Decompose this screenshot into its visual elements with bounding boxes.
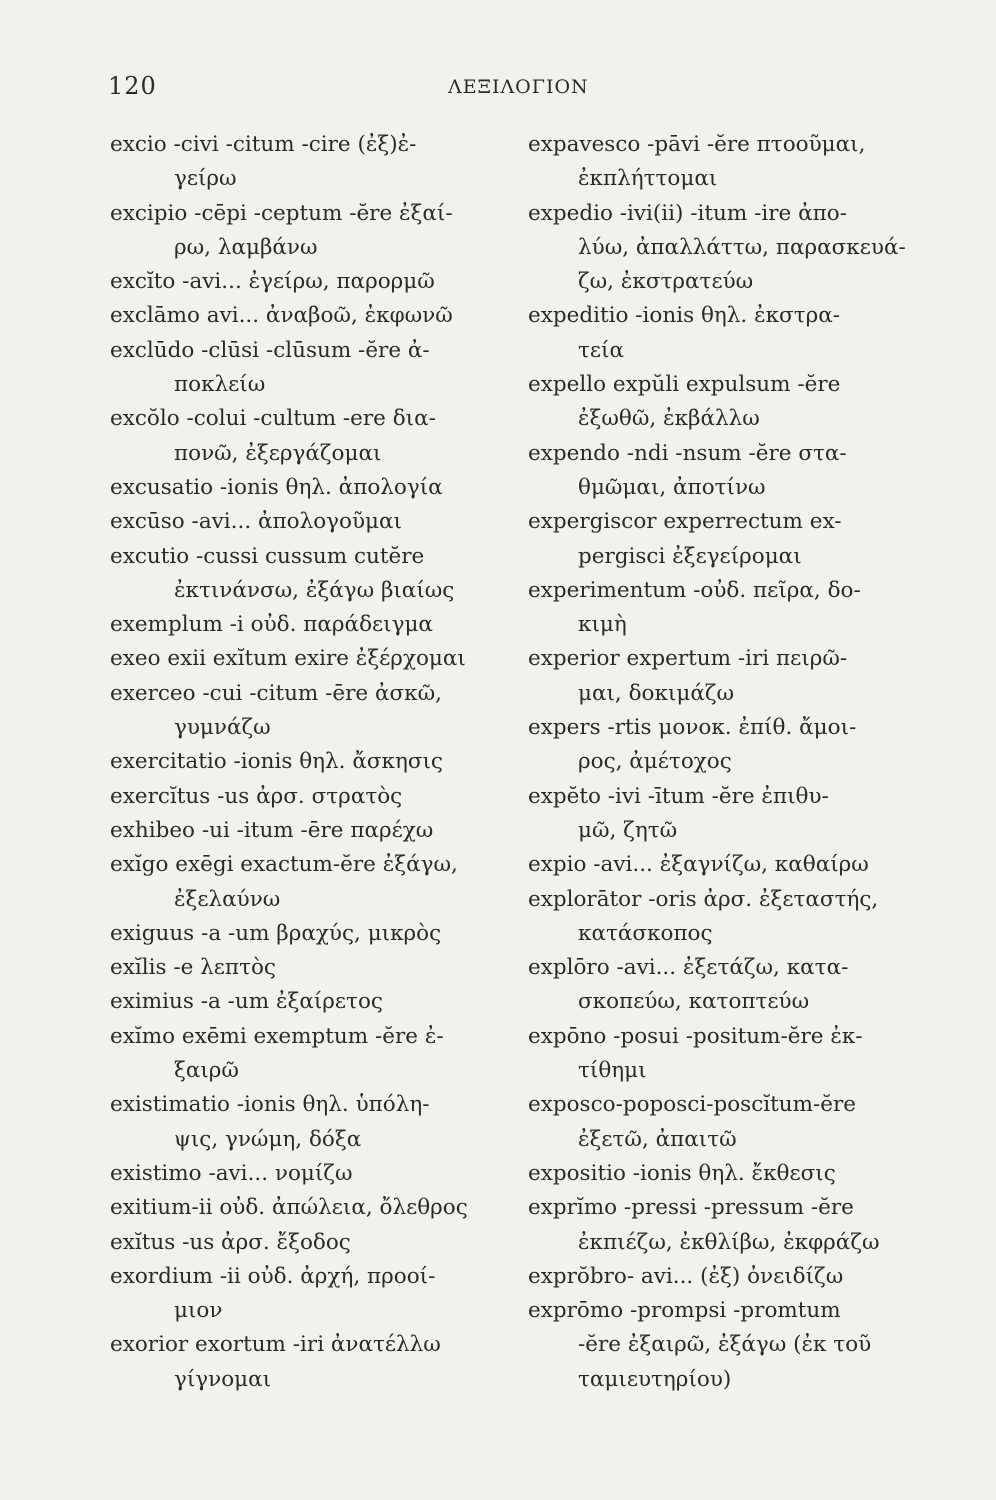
entry-line: exclāmo avi... ἀναβοῶ, ἐκφωνῶ [110,303,453,329]
entry-line: expello expŭli expulsum -ĕre [528,372,841,398]
entry-line: exhibeo -ui -itum -ēre παρέχω [110,817,434,843]
entry-line: excutio -cussi cussum cutĕre [110,543,425,569]
left-column [110,128,520,1397]
entry-line: excipio -cēpi -ceptum -ĕre ἐξαί- [110,200,453,226]
entry-line: exerceo -cui -citum -ēre ἀσκῶ, [110,680,442,706]
entry-line: expeditio -ionis θηλ. ἐκστρα- [528,303,841,329]
entry-continuation-line: ξαιρῶ [174,1058,239,1084]
entry-line: explorātor -oris ἀρσ. ἐξεταστής, [528,886,879,912]
entry-continuation-line: ταμιευτηρίου) [578,1366,732,1392]
entry-line: exĭlis -e λεπτὸς [110,955,276,981]
entry-line: exitium-ii οὐδ. ἀπώλεια, ὄλεθρος [110,1195,468,1221]
entry-continuation-line: pergisci ἐξεγείρομαι [578,543,802,569]
entry-line: excĭto -avi... ἐγείρω, παρορμῶ [110,269,435,295]
entry-line: expergiscor experrectum ex- [528,509,842,535]
entry-continuation-line: λύω, ἀπαλλάττω, παρασκευά- [578,234,906,260]
entry-line: explōro -avi... ἐξετάζω, κατα- [528,955,849,981]
entry-continuation-line: ποκλείω [174,372,266,398]
entry-continuation-line: ρος, ἀμέτοχος [578,749,732,775]
entry-line: expositio -ionis θηλ. ἔκθεσις [528,1160,836,1186]
entry-continuation-line: γίγνομαι [174,1366,272,1392]
entry-continuation-line: κιμὴ [578,612,627,638]
entry-continuation-line: μῶ, ζητῶ [578,817,678,843]
entry-continuation-line: ἐξελαύνω [174,886,281,912]
entry-continuation-line: ρω, λαμβάνω [174,234,318,260]
entry-continuation-line: σκοπεύω, κατοπτεύω [578,989,810,1015]
entry-continuation-line: γυμνάζω [174,715,271,741]
entry-line: exĭtus -us ἀρσ. ἔξοδος [110,1229,351,1255]
right-column [528,128,948,1397]
entry-line: expendo -ndi -nsum -ĕre στα- [528,440,847,466]
entry-line: exclūdo -clūsi -clūsum -ĕre ἀ- [110,337,430,363]
entry-continuation-line: μιον [174,1298,223,1324]
entry-continuation-line: ἐξωθῶ, ἐκβάλλω [578,406,760,432]
page-number: 120 [108,72,157,100]
running-head: ΛΕΞΙΛΟΓΙΟΝ [448,76,589,98]
entry-continuation-line: μαι, δοκιμάζω [578,680,735,706]
entry-continuation-line: ἐκτινάνσω, ἐξάγω βιαίως [174,577,455,603]
entry-continuation-line: -ĕre ἐξαιρῶ, ἐξάγω (ἐκ τοῦ [578,1332,872,1358]
entry-continuation-line: τεία [578,337,624,363]
entry-continuation-line: τίθημι [578,1058,647,1084]
entry-line: exprĭmo -pressi -pressum -ĕre [528,1195,854,1221]
entry-line: exprōmo -prompsi -promtum [528,1298,841,1324]
entry-continuation-line: ψις, γνώμη, δόξα [174,1126,362,1152]
entry-line: exorior exortum -iri ἀνατέλλω [110,1332,441,1358]
entry-line: expōno -posui -positum-ĕre ἐκ- [528,1023,863,1049]
entry-line: excūso -avi... ἀπολογοῦμαι [110,509,402,535]
entry-line: expers -rtis μονοκ. ἐπίθ. ἄμοι- [528,715,857,741]
entry-continuation-line: ζω, ἐκστρατεύω [578,269,754,295]
entry-line: expedio -ivi(ii) -itum -ire ἀπο- [528,200,847,226]
entry-continuation-line: θμῶμαι, ἀποτίνω [578,474,766,500]
entry-line: experior expertum -iri πειρῶ- [528,646,848,672]
entry-line: excusatio -ionis θηλ. ἀπολογία [110,474,443,500]
entry-line: expĕto -ivi -ītum -ĕre ἐπιθυ- [528,783,829,809]
entry-line: expavesco -pāvi -ĕre πτοοῦμαι, [528,132,866,157]
entry-line: exĭmo exēmi exemptum -ĕre ἐ- [110,1023,444,1049]
entry-line: existimo -avi... νομίζω [110,1160,353,1186]
entry-line: existimatio -ionis θηλ. ὑπόλη- [110,1092,430,1118]
entry-line: eximius -a -um ἐξαίρετος [110,989,383,1015]
entry-line: expio -avi... ἐξαγνίζω, καθαίρω [528,852,869,878]
entry-line: exercĭtus -us ἀρσ. στρατὸς [110,783,403,809]
entry-line: exemplum -i οὐδ. παράδειγμα [110,612,433,638]
entry-continuation-line: πονῶ, ἐξεργάζομαι [174,440,382,466]
entry-line: exordium -ii οὐδ. ἀρχή, προοί- [110,1263,436,1289]
entry-continuation-line: ἐκπλήττομαι [578,166,718,192]
entry-line: exposco-poposci-poscĭtum-ĕre [528,1092,856,1118]
entry-line: exprŏbro- avi... (ἐξ) ὀνειδίζω [528,1263,844,1289]
page-header [108,72,936,102]
entry-line: excŏlo -colui -cultum -ere δια- [110,406,436,432]
entry-line: exercitatio -ionis θηλ. ἄσκησις [110,749,443,775]
entry-line: exĭgo exēgi exactum-ĕre ἐξάγω, [110,852,458,878]
entry-continuation-line: κατάσκοπος [578,920,713,946]
entry-line: experimentum -οὐδ. πεῖρα, δο- [528,577,861,603]
entry-line: exeo exii exĭtum exire ἐξέρχομαι [110,646,466,672]
entry-continuation-line: ἐξετῶ, ἀπαιτῶ [578,1126,737,1152]
entry-line: exiguus -a -um βραχύς, μικρὸς [110,920,442,946]
entry-line: excio -civi -citum -cire (ἐξ)ἐ- [110,132,417,157]
entry-continuation-line: ἐκπιέζω, ἐκθλίβω, ἐκφράζω [578,1229,880,1255]
entry-continuation-line: γείρω [174,166,237,192]
